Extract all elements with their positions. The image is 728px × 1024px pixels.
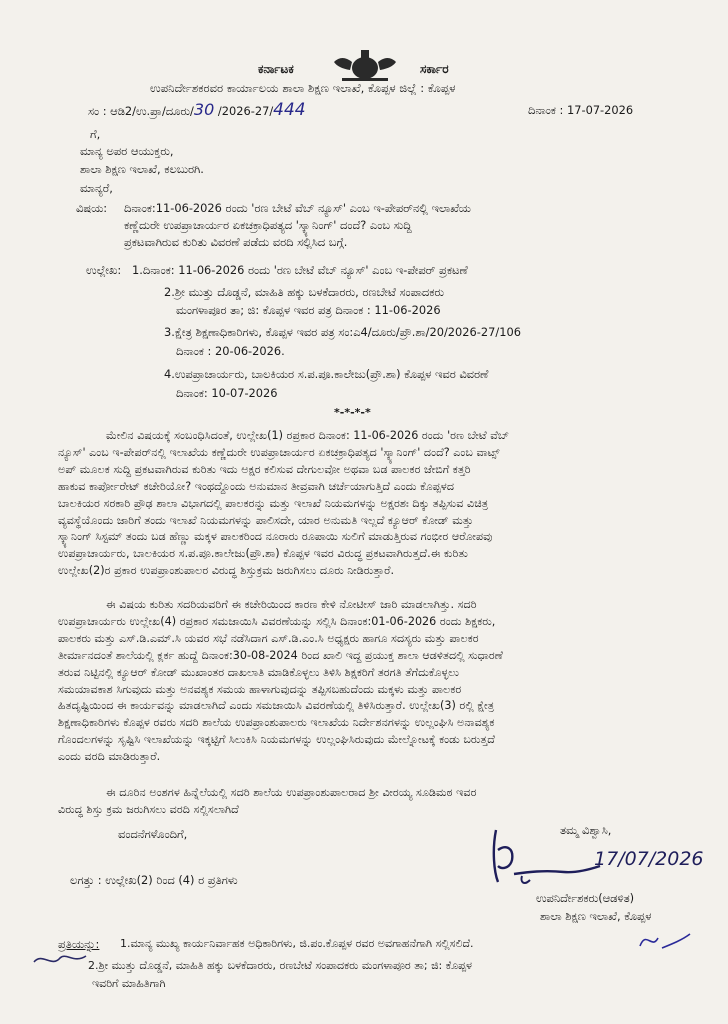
- addressee-title: ಮಾನ್ಯ ಅಪರ ಆಯುಕ್ತರು,: [80, 144, 174, 158]
- body-line: ವ್ಯವಸ್ಥೆಯೊಂದು ಜಾರಿಗೆ ತಂದು ಇಲಾಖೆ ನಿಯಮಗಳನ್ನು ಪಾಲಿಸದೇ, ಯಾರ ಅನುಮತಿ ಇಲ್ಲದೆ ಕ್ಯೂಆರ್ ಕೋಡ್ ಮತ್ತು: [58, 513, 474, 527]
- body-line: ಹಾಕುವ ಕಾರ್ಪೋರೇಟ್ ಕಚೇರಿಯೋ? ಇಂಥದ್ದೊಂದು ಅನುಮಾನ ತೀವ್ರವಾಗಿ ಚರ್ಚೆಯಾಗುತ್ತಿದೆ ಎಂದು ಕೊಪ್ಪಳದ: [58, 479, 455, 493]
- reference-item: 4.ಉಪಪ್ರಾಚಾರ್ಯರು, ಬಾಲಕಿಯರ ಸ.ಪ.ಪೂ.ಕಾಲೇಜು(ಪ್ರೌ.ಶಾ) ಕೊಪ್ಪಳ ಇವರ ವಿವರಣೆ: [164, 367, 489, 381]
- body-line: ಸ್ಕ್ಯಾನಿಂಗ್ ಸಿಸ್ಟಮ್ ತಂದು ಬಡ ಹೆಣ್ಣು ಮಕ್ಕಳ ಪಾಲಕರಿಂದ ನೂರಾರು ರೂಪಾಯಿ ಸುಲಿಗೆ ಮಾಡುತ್ತಿರುವ ಗಂಭೀರ ಆರೋಪವು: [58, 530, 493, 544]
- subject-text: [124, 200, 664, 252]
- reference-item: ದಿನಾಂಕ : 20-06-2026.: [176, 344, 285, 358]
- reference-item: 3.ಕ್ಷೇತ್ರ ಶಿಕ್ಷಣಾಧಿಕಾರಿಗಳು, ಕೊಪ್ಪಳ ಇವರ ಪತ್ರ ಸಂ:ಎ4/ದೂರು/ಪ್ರೌ.ಶಾ/20/2026-27/106: [164, 325, 521, 339]
- signature-date: 17/07/2026: [594, 848, 704, 870]
- body-line: ಈ ದೂರಿನ ಅಂಶಗಳ ಹಿನ್ನೆಲೆಯಲ್ಲಿ ಸದರಿ ಶಾಲೆಯ ಉಪಪ್ರಾಂಶುಪಾಲರಾದ ಶ್ರೀ ವೀರಯ್ಯ ಸೂಡಿಮಠ ಇವರ: [106, 786, 477, 799]
- body-line: ಈ ವಿಷಯ ಕುರಿತು ಸದರಿಯವರಿಗೆ ಈ ಕಚೇರಿಯಿಂದ ಕಾರಣ ಕೇಳಿ ನೋಟೀಸ್ ಜಾರಿ ಮಾಡಲಾಗಿತ್ತು. ಸದರಿ: [106, 598, 477, 611]
- subject-line: ಕಣ್ಣೆದುರೇ ಉಪಪ್ರಾಚಾರ್ಯರ ಏಕಚಕ್ರಾಧಿಪತ್ಯದ 'ಸ್ಕ್ಯಾನಿಂಗ್' ದಂದೆ? ಎಂಬ ಸುದ್ದಿ: [124, 218, 412, 233]
- body-line: ಸಮಯಾವಕಾಶ ಸಿಗುವುದು ಮತ್ತು ಅನವಶ್ಯಕ ಸಮಯ ಹಾಳಾಗುವುದನ್ನು ತಪ್ಪಿಸಬಹುದೆಂದು ಮಕ್ಕಳು ಮತ್ತು ಪಾಲಕರ: [58, 682, 462, 696]
- body-line: ಬಾಲಕಿಯರ ಸರಕಾರಿ ಪ್ರೌಢ ಶಾಲಾ ವಿಭಾಗದಲ್ಲಿ ಪಾಲಕರನ್ನು ಮತ್ತು ಇಲಾಖೆ ನಿಯಮಗಳನ್ನು ಅಕ್ಷರಶಃ ದಿಕ್ಕು ತಪ್ಪಿಸುವ ವಿಚಿತ್ರ: [58, 496, 489, 510]
- subject-label: ವಿಷಯ:: [76, 201, 108, 215]
- signature-scribble-icon: [484, 820, 604, 900]
- reference-item: 1.ದಿನಾಂಕ: 11-06-2026 ರಂದು 'ರಣ ಬೇಟೆ ವೆಬ್ ನ್ಯೂಸ್' ಎಂಬ ಇ-ಪೇಪರ್ ಪ್ರಕಟಣೆ: [132, 263, 468, 277]
- body-paragraph-1: [58, 428, 698, 580]
- initials-scribble-icon: [30, 944, 90, 974]
- closing-greeting: ವಂದನೆಗಳೊಂದಿಗೆ,: [118, 827, 188, 841]
- reference-item: ದಿನಾಂಕ: 10-07-2026: [176, 386, 278, 400]
- subject-line: ಪ್ರಕಟವಾಗಿರುವ ಕುರಿತು ವಿವರಣೆ ಪಡೆದು ವರದಿ ಸಲ್ಲಿಸಿದ ಬಗ್ಗೆ.: [124, 235, 348, 250]
- references-label: ಉಲ್ಲೇಖ:: [86, 263, 122, 277]
- copies-label: ಪ್ರತಿಯನ್ನು:: [58, 937, 100, 951]
- reference-number: [88, 102, 306, 119]
- to-line: ಗೆ,: [90, 127, 101, 141]
- ref-hand-number-2: 444: [273, 100, 306, 120]
- body-line: ಹಿತದೃಷ್ಟಿಯಿಂದ ಈ ಕಾರ್ಯವನ್ನು ಮಾಡಲಾಗಿದೆ ಎಂದು ಸಮಜಾಯಿಸಿ ವಿವರಣೆಯಲ್ಲಿ ತಿಳಿಸಿರುತ್ತಾರೆ. ಉಲ್ಲೇಖ(3) ರಲ್ಲಿ ಕ್ಷೇತ್ರ: [58, 699, 495, 713]
- body-line: ನ್ಯೂಸ್' ಎಂಬ ಇ-ಪೇಪರ್‌ನಲ್ಲಿ ಇಲಾಖೆಯ ಕಣ್ಣೆದುರೇ ಉಪಪ್ರಾಚಾರ್ಯರ ಏಕಚಕ್ರಾಧಿಪತ್ಯದ 'ಸ್ಕ್ಯಾನಿಂಗ್' ದಂದೆ? ಎಂಬ ವಾಟ್ಸ್: [58, 445, 500, 459]
- body-paragraph-3: [58, 785, 698, 819]
- reference-item: ಮಂಗಳಾಪೂರ ತಾ; ಜಿ: ಕೊಪ್ಪಳ ಇವರ ಪತ್ರ ದಿನಾಂಕ : 11-06-2026: [176, 303, 441, 317]
- subject-line: ದಿನಾಂಕ:11-06-2026 ರಂದು 'ರಣ ಬೇಟೆ ವೆಬ್ ನ್ಯೂಸ್' ಎಂಬ ಇ-ಪೇಪರ್‌ನಲ್ಲಿ ಇಲಾಖೆಯ: [124, 201, 471, 215]
- body-line: ಗೊಂದಲಗಳನ್ನು ಸೃಷ್ಟಿಸಿ ಇಲಾಖೆಯನ್ನು ಇಕ್ಕಟ್ಟಿಗೆ ಸಿಲುಕಿಸಿ ನಿಯಮಗಳನ್ನು ಉಲ್ಲಂಘಿಸಿರುವುದು ಮೇಲ್ನೋಟಕ್ಕೆ ಕಂಡು ಬರುತ್ತದೆ: [58, 733, 495, 747]
- body-line: ತೀರ್ಮಾನದಂತೆ ಶಾಲೆಯಲ್ಲಿ ಕ್ಲರ್ಕ ಹುದ್ದೆ ದಿನಾಂಕ:30-08-2024 ರಿಂದ ಖಾಲಿ ಇದ್ದ ಪ್ರಯುಕ್ತ ಶಾಲಾ ಆಡಳಿತದಲ್ಲಿ ಸುಧಾರಣೆ: [58, 648, 503, 662]
- ref-mid: /2026-27/: [214, 104, 274, 118]
- addressee-department: ಶಾಲಾ ಶಿಕ್ಷಣ ಇಲಾಖೆ, ಕಲಬುರಗಿ.: [80, 162, 204, 176]
- body-line: ಅಪ್ ಮೂಲಕ ಸುದ್ದಿ ಪ್ರಕಟವಾಗಿರುವ ಕುರಿತು ಇದು ಅಕ್ಷರ ಕಲಿಸುವ ದೇಗುಲವೋ ಅಥವಾ ಬಡ ಪಾಲಕರ ಜೇಬಿಗೆ ಕತ್ತರಿ: [58, 462, 471, 476]
- office-name: ಉಪನಿರ್ದೇಶಕರವರ ಕಾರ್ಯಾಲಯ ಶಾಲಾ ಶಿಕ್ಷಣ ಇಲಾಖೆ, ಕೊಪ್ಪಳ ಜಿಲ್ಲೆ : ಕೊಪ್ಪಳ: [150, 81, 456, 95]
- initials-mark-icon: [632, 926, 692, 954]
- state-name-right: ಸರ್ಕಾರ: [420, 62, 449, 76]
- salutation: ಮಾನ್ಯರೆ,: [80, 181, 113, 195]
- yours-faithfully: ತಮ್ಮ ವಿಶ್ವಾಸಿ,: [560, 823, 612, 837]
- karnataka-emblem-icon: [328, 48, 402, 82]
- signatory-designation: ಉಪನಿರ್ದೇಶಕರು(ಆಡಳಿತ): [536, 891, 635, 905]
- state-name-left: ಕರ್ನಾಟಕ: [258, 62, 294, 76]
- reference-item: 2.ಶ್ರೀ ಮುತ್ತು ದೊಡ್ಡನೆ, ಮಾಹಿತಿ ಹಕ್ಕು ಬಳಕೆದಾರರು, ರಣಬೇಟೆ ಸಂಪಾದಕರು: [164, 285, 445, 299]
- body-line: ಮೇಲಿನ ವಿಷಯಕ್ಕೆ ಸಂಬಂಧಿಸಿದಂತೆ, ಉಲ್ಲೇಖ(1) ರಪ್ರಕಾರ ದಿನಾಂಕ: 11-06-2026 ರಂದು 'ರಣ ಬೇಟೆ ವೆಬ್: [106, 429, 510, 442]
- body-line: ಶಿಕ್ಷಣಾಧಿಕಾರಿಗಳು ಕೊಪ್ಪಳ ರವರು ಸದರಿ ಶಾಲೆಯ ಉಪಪ್ರಾಂಶುಪಾಲರು ಇಲಾಖೆಯ ನಿರ್ದೇಶನಗಳನ್ನು ಉಲ್ಲಂಘಿಸಿ ಅನಾವಶ್ಯಕ: [58, 716, 495, 730]
- body-line: ಉಲ್ಲೇಖ(2)ರ ಪ್ರಕಾರ ಉಪಪ್ರಾಂಶುಪಾಲರ ವಿರುದ್ಧ ಶಿಸ್ತುಕ್ರಮ ಜರುಗಿಸಲು ದೂರು ನೀಡಿರುತ್ತಾರೆ.: [58, 564, 395, 578]
- letter-date: ದಿನಾಂಕ : 17-07-2026: [528, 103, 634, 117]
- signatory-department: ಶಾಲಾ ಶಿಕ್ಷಣ ಇಲಾಖೆ, ಕೊಪ್ಪಳ: [540, 909, 652, 923]
- ref-hand-number: 30: [193, 100, 215, 119]
- body-line: ತರುವ ನಿಟ್ಟಿನಲ್ಲಿ ಕ್ಯೂಆರ್ ಕೋಡ್ ಮುಖಾಂತರ ದಾಖಲಾತಿ ಮಾಡಿಕೊಳ್ಳಲು ತಿಳಿಸಿ ಶಿಕ್ಷಕರಿಗೆ ತರಗತಿ ತೆಗೆದುಕೊಳ್ಳಲು: [58, 665, 460, 679]
- body-paragraph-2: [58, 597, 698, 766]
- ref-prefix: ಸಂ : ಆಡಿ2/ಉ.ಪ್ರಾ/ದೂರು/: [88, 104, 194, 118]
- body-line: ಉಪಪ್ರಾಚಾರ್ಯರು, ಬಾಲಕಿಯರ ಸ.ಪ.ಪೂ.ಕಾಲೇಜು(ಪ್ರೌ.ಶಾ) ಕೊಪ್ಪಳ ಇವರ ವಿರುದ್ಧ ಪ್ರಕಟವಾಗಿರುತ್ತದೆ.ಈ ಕುರಿತು: [58, 547, 468, 561]
- body-line: ಉಪಪ್ರಾಚಾರ್ಯರು ಉಲ್ಲೇಖ(4) ರಪ್ರಕಾರ ಸಮಜಾಯಿಸಿ ವಿವರಣೆಯನ್ನು ಸಲ್ಲಿಸಿ ದಿನಾಂಕ:01-06-2026 ರಂದು ಶಿಕ್ಷಕರು,: [58, 614, 496, 628]
- copy-recipient: 1.ಮಾನ್ಯ ಮುಖ್ಯ ಕಾರ್ಯನಿರ್ವಾಹಕ ಅಧಿಕಾರಿಗಳು, ಜಿ.ಪಂ.ಕೊಪ್ಪಳ ರವರ ಅವಗಾಹನೆಗಾಗಿ ಸಲ್ಲಿಸಲಿದೆ.: [120, 937, 474, 950]
- enclosure: ಲಗತ್ತು : ಉಲ್ಲೇಖ(2) ರಿಂದ (4) ರ ಪ್ರತಿಗಳು: [70, 873, 238, 887]
- body-line: ಎಂದು ವರದಿ ಮಾಡಿರುತ್ತಾರೆ.: [58, 750, 161, 764]
- copy-recipient-note: ಇವರಿಗೆ ಮಾಹಿತಿಗಾಗಿ: [92, 977, 166, 990]
- body-line: ಪಾಲಕರು ಮತ್ತು ಎಸ್.ಡಿ.ಎಮ್.ಸಿ ಯವರ ಸಭೆ ನಡೆಸಿದಾಗ ಎಸ್.ಡಿ.ಎಂ.ಸಿ ಅಧ್ಯಕ್ಷರು ಹಾಗೂ ಸದಸ್ಯರು ಮತ್ತು ಪಾಲಕರ: [58, 631, 479, 645]
- separator: *-*-*-*: [334, 406, 371, 419]
- copy-recipient: 2.ಶ್ರೀ ಮುತ್ತು ದೊಡ್ಡನೆ, ಮಾಹಿತಿ ಹಕ್ಕು ಬಳಕೆದಾರರು, ರಣಬೇಟೆ ಸಂಪಾದಕರು ಮಂಗಳಾಪೂರ ತಾ; ಜಿ: ಕೊಪ್ಪಳ: [88, 959, 473, 972]
- body-line: ವಿರುದ್ಧ ಶಿಸ್ತು ಕ್ರಮ ಜರುಗಿಸಲು ವರದಿ ಸಲ್ಲಿಸಲಾಗಿದೆ: [58, 802, 239, 816]
